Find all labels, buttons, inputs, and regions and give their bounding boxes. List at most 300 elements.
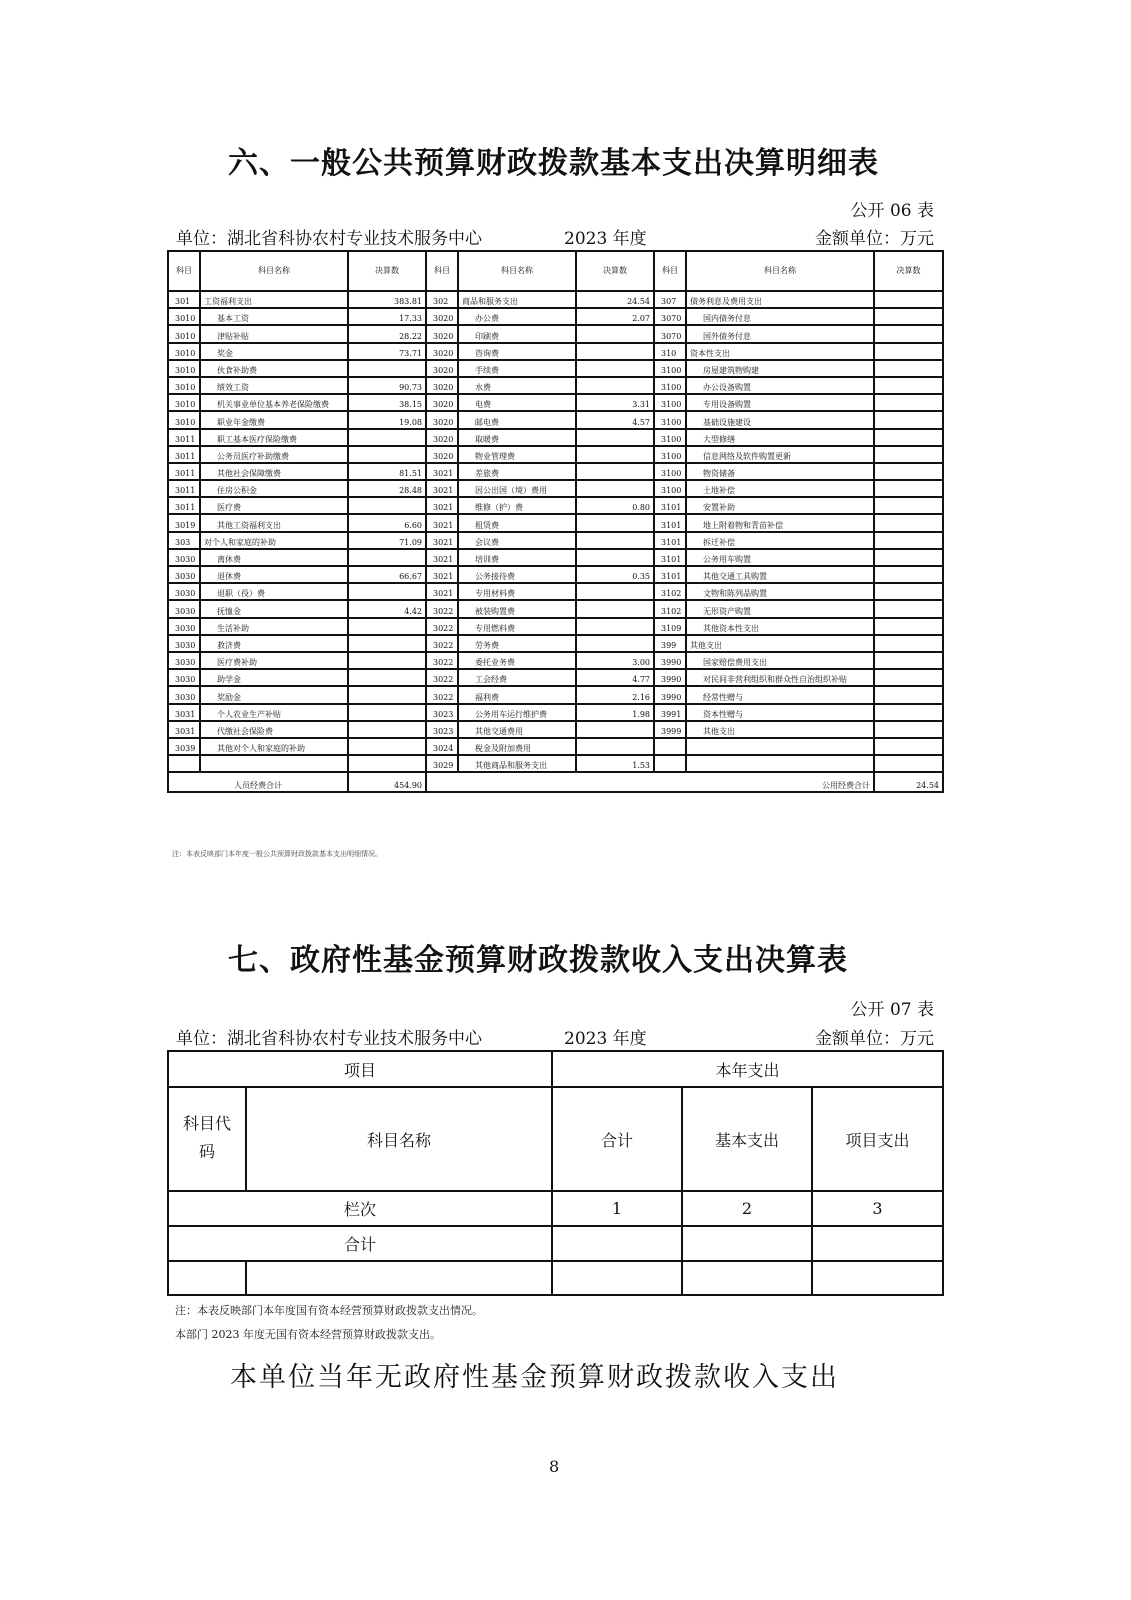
subject-code: 3010 (168, 411, 200, 428)
table-row (168, 652, 943, 669)
section7-unit: 单位：湖北省科协农村专业技术服务中心 (176, 1029, 482, 1049)
final-amount (348, 635, 426, 652)
subject-name: 其他支出 (686, 635, 874, 652)
no-fund-statement: 本单位当年无政府性基金预算财政拨款收入支出 (230, 1362, 839, 1393)
final-amount (874, 497, 943, 514)
final-amount (874, 549, 943, 566)
final-amount (576, 325, 654, 342)
subject-name: 委托业务费 (458, 652, 576, 669)
final-amount: 3.00 (576, 652, 654, 669)
subject-name: 专用设备购置 (686, 394, 874, 411)
subject-code: 3011 (168, 446, 200, 463)
subject-code: 303 (168, 532, 200, 549)
subject-name: 物资储备 (686, 463, 874, 480)
final-amount: 2.16 (576, 686, 654, 703)
basic-expenditure-table (167, 250, 944, 793)
final-amount: 71.09 (348, 532, 426, 549)
table-row (168, 394, 943, 411)
subject-name: 公务员医疗补助缴费 (200, 446, 348, 463)
final-amount: 90.73 (348, 377, 426, 394)
subject-code: 3022 (426, 635, 458, 652)
subject-code: 3030 (168, 549, 200, 566)
final-amount (576, 514, 654, 531)
subject-code: 3022 (426, 652, 458, 669)
subject-name: 其他交通工具购置 (686, 566, 874, 583)
subject-name: 退休费 (200, 566, 348, 583)
header-project: 项目支出 (812, 1087, 943, 1191)
final-amount (576, 446, 654, 463)
subject-name: 房屋建筑物购建 (686, 360, 874, 377)
final-amount: 81.51 (348, 463, 426, 480)
final-amount (576, 343, 654, 360)
final-amount: 38.15 (348, 394, 426, 411)
subject-name: 商品和服务支出 (458, 291, 576, 308)
table-row (168, 446, 943, 463)
subject-code: 3021 (426, 532, 458, 549)
page-number: 8 (549, 1457, 560, 1476)
subject-code: 310 (654, 343, 686, 360)
empty-cell (168, 1261, 246, 1295)
subject-code: 3101 (654, 549, 686, 566)
subject-code: 3020 (426, 325, 458, 342)
subject-name: 其他工资福利支出 (200, 514, 348, 531)
final-amount (874, 394, 943, 411)
header-item: 项目 (168, 1051, 552, 1087)
column-1: 1 (552, 1191, 682, 1226)
final-amount (874, 291, 943, 308)
section6-title: 六、一般公共预算财政拨款基本支出决算明细表 (228, 146, 879, 181)
empty-cell (552, 1261, 682, 1295)
subject-name: 其他商品和服务支出 (458, 755, 576, 772)
subject-code: 3021 (426, 463, 458, 480)
final-amount (874, 532, 943, 549)
subject-code: 3990 (654, 652, 686, 669)
subject-name: 国家赔偿费用支出 (686, 652, 874, 669)
subject-code: 3023 (426, 721, 458, 738)
section7-note-1: 注：本表反映部门本年度国有资本经营预算财政拨款支出情况。 (175, 1304, 483, 1317)
subject-code: 3039 (168, 738, 200, 755)
table-row (168, 377, 943, 394)
final-amount (874, 308, 943, 325)
header-basic: 基本支出 (682, 1087, 812, 1191)
empty-row (168, 1261, 943, 1295)
subject-code: 3020 (426, 377, 458, 394)
subject-code: 3021 (426, 549, 458, 566)
section6-note: 注：本表反映部门本年度一般公共预算财政拨款基本支出明细情况。 (172, 850, 382, 858)
final-amount (348, 497, 426, 514)
subject-code: 3101 (654, 497, 686, 514)
final-amount (576, 738, 654, 755)
subject-name: 专用燃料费 (458, 618, 576, 635)
subject-name: 其他对个人和家庭的补助 (200, 738, 348, 755)
empty-cell (682, 1261, 812, 1295)
final-amount (576, 721, 654, 738)
header-subject-name: 科目名称 (246, 1087, 552, 1191)
final-amount: 4.57 (576, 411, 654, 428)
final-amount (874, 600, 943, 617)
final-amount: 4.77 (576, 669, 654, 686)
subject-name: 因公出国（境）费用 (458, 480, 576, 497)
table-row (168, 738, 943, 755)
table-row (168, 291, 943, 308)
subject-name: 机关事业单位基本养老保险缴费 (200, 394, 348, 411)
subject-name: 专用材料费 (458, 583, 576, 600)
final-amount (576, 635, 654, 652)
final-amount (348, 360, 426, 377)
public-total-label: 公用经费合计 (426, 772, 874, 792)
table-row (168, 411, 943, 428)
section6-table-no: 公开 06 表 (850, 201, 934, 221)
subject-name: 个人农业生产补贴 (200, 704, 348, 721)
final-amount: 1.98 (576, 704, 654, 721)
subject-name: 信息网络及软件购置更新 (686, 446, 874, 463)
subject-code: 3021 (426, 566, 458, 583)
subject-name: 资本性支出 (686, 343, 874, 360)
subject-name: 物业管理费 (458, 446, 576, 463)
subject-name: 医疗费补助 (200, 652, 348, 669)
final-amount (576, 480, 654, 497)
final-amount: 383.81 (348, 291, 426, 308)
table-row (168, 463, 943, 480)
section7-currency: 金额单位：万元 (815, 1029, 934, 1049)
subject-name: 住房公积金 (200, 480, 348, 497)
table-header-row (168, 251, 943, 291)
subject-code: 3010 (168, 360, 200, 377)
subject-code: 3030 (168, 583, 200, 600)
final-amount (874, 652, 943, 669)
subject-name: 生活补助 (200, 618, 348, 635)
subject-code: 3102 (654, 600, 686, 617)
subject-code: 3010 (168, 394, 200, 411)
final-amount (874, 514, 943, 531)
final-amount (576, 360, 654, 377)
column-number-row (168, 1191, 943, 1226)
subject-code: 3990 (654, 686, 686, 703)
final-amount (348, 755, 426, 772)
subject-code: 3011 (168, 429, 200, 446)
subject-code: 3020 (426, 446, 458, 463)
table-row (168, 583, 943, 600)
subject-name: 办公设备购置 (686, 377, 874, 394)
column-3: 3 (812, 1191, 943, 1226)
subject-code: 3102 (654, 583, 686, 600)
subject-name: 维修（护）费 (458, 497, 576, 514)
final-amount (348, 429, 426, 446)
subject-name: 国外债务付息 (686, 325, 874, 342)
subject-code: 3030 (168, 566, 200, 583)
subject-code: 302 (426, 291, 458, 308)
header-total: 合计 (552, 1087, 682, 1191)
final-amount: 2.07 (576, 308, 654, 325)
section7-title: 七、政府性基金预算财政拨款收入支出决算表 (228, 943, 848, 978)
subject-name: 地上附着物和青苗补偿 (686, 514, 874, 531)
subject-code (168, 755, 200, 772)
subject-code: 3021 (426, 480, 458, 497)
subject-code: 307 (654, 291, 686, 308)
subject-name: 印刷费 (458, 325, 576, 342)
table-row (168, 686, 943, 703)
empty-cell (246, 1261, 552, 1295)
final-amount: 66.67 (348, 566, 426, 583)
subject-code: 3101 (654, 566, 686, 583)
column-2: 2 (682, 1191, 812, 1226)
final-amount: 24.54 (576, 291, 654, 308)
subject-code: 3010 (168, 377, 200, 394)
personnel-total-label: 人员经费合计 (168, 772, 348, 792)
subject-code: 3011 (168, 497, 200, 514)
subject-name: 离休费 (200, 549, 348, 566)
section7-year: 2023 年度 (564, 1029, 647, 1049)
subject-code: 3991 (654, 704, 686, 721)
final-amount (874, 566, 943, 583)
final-amount: 19.08 (348, 411, 426, 428)
table-row (168, 343, 943, 360)
subject-name: 租赁费 (458, 514, 576, 531)
subject-name (686, 738, 874, 755)
subject-code: 3020 (426, 411, 458, 428)
subject-code: 3100 (654, 360, 686, 377)
final-amount: 6.60 (348, 514, 426, 531)
subject-code: 3030 (168, 618, 200, 635)
header-subject-code: 科目代 码 (168, 1087, 246, 1191)
subject-name: 差旅费 (458, 463, 576, 480)
subject-code: 3070 (654, 308, 686, 325)
subject-code: 3023 (426, 704, 458, 721)
empty-cell (812, 1261, 943, 1295)
final-amount (874, 463, 943, 480)
final-amount (348, 652, 426, 669)
subject-name: 办公费 (458, 308, 576, 325)
subject-code: 3011 (168, 463, 200, 480)
final-amount (874, 343, 943, 360)
public-total-value: 24.54 (874, 772, 943, 792)
subject-name: 土地补偿 (686, 480, 874, 497)
final-amount (874, 325, 943, 342)
table-row (168, 532, 943, 549)
table-row (168, 755, 943, 772)
subject-name: 其他交通费用 (458, 721, 576, 738)
subject-code: 3030 (168, 686, 200, 703)
table-row (168, 566, 943, 583)
subject-name: 公务用车运行维护费 (458, 704, 576, 721)
subject-code: 3022 (426, 618, 458, 635)
subject-code: 3999 (654, 721, 686, 738)
header-amount: 决算数 (576, 251, 654, 291)
subject-name: 国内债务付息 (686, 308, 874, 325)
subject-code: 3109 (654, 618, 686, 635)
subject-code: 3029 (426, 755, 458, 772)
final-amount (576, 463, 654, 480)
subject-name: 文物和陈列品购置 (686, 583, 874, 600)
subject-code (654, 738, 686, 755)
subject-code: 3019 (168, 514, 200, 531)
subject-code: 3022 (426, 600, 458, 617)
final-amount (874, 446, 943, 463)
subject-name (200, 755, 348, 772)
subject-name: 退职（役）费 (200, 583, 348, 600)
totals-row (168, 772, 943, 792)
subject-code: 3100 (654, 463, 686, 480)
subject-name: 邮电费 (458, 411, 576, 428)
subject-code: 3020 (426, 429, 458, 446)
final-amount (348, 618, 426, 635)
subject-name: 基本工资 (200, 308, 348, 325)
final-amount (874, 360, 943, 377)
subject-code: 3990 (654, 669, 686, 686)
final-amount: 73.71 (348, 343, 426, 360)
subject-name: 基础设施建设 (686, 411, 874, 428)
subject-name: 税金及附加费用 (458, 738, 576, 755)
subject-name: 对个人和家庭的补助 (200, 532, 348, 549)
subject-name: 水费 (458, 377, 576, 394)
column-number-label: 栏次 (168, 1191, 552, 1226)
subject-name: 劳务费 (458, 635, 576, 652)
subject-name: 会议费 (458, 532, 576, 549)
final-amount (576, 600, 654, 617)
subject-name: 资本性赠与 (686, 704, 874, 721)
subject-code: 301 (168, 291, 200, 308)
subject-code: 3020 (426, 394, 458, 411)
subject-name: 奖励金 (200, 686, 348, 703)
subject-name: 救济费 (200, 635, 348, 652)
final-amount: 3.31 (576, 394, 654, 411)
subject-code: 3100 (654, 429, 686, 446)
subject-code: 3022 (426, 669, 458, 686)
table-row (168, 669, 943, 686)
section6-unit: 单位：湖北省科协农村专业技术服务中心 (176, 229, 482, 249)
subject-name: 经常性赠与 (686, 686, 874, 703)
header-code: 科目 (654, 251, 686, 291)
final-amount (874, 704, 943, 721)
subject-code: 3010 (168, 308, 200, 325)
subject-name: 公务用车购置 (686, 549, 874, 566)
subject-name: 咨询费 (458, 343, 576, 360)
final-amount (576, 549, 654, 566)
final-amount: 28.22 (348, 325, 426, 342)
sum-total (552, 1226, 682, 1261)
final-amount (874, 721, 943, 738)
subject-name: 职工基本医疗保险缴费 (200, 429, 348, 446)
sum-row-label: 合计 (168, 1226, 552, 1261)
subject-name: 取暖费 (458, 429, 576, 446)
subject-name: 公务接待费 (458, 566, 576, 583)
section6-year: 2023 年度 (564, 229, 647, 249)
subject-code: 3021 (426, 514, 458, 531)
final-amount (874, 669, 943, 686)
subject-name: 工会经费 (458, 669, 576, 686)
header-name: 科目名称 (458, 251, 576, 291)
subject-name: 其他资本性支出 (686, 618, 874, 635)
subject-name: 其他社会保障缴费 (200, 463, 348, 480)
subject-name: 对民间非营利组织和群众性自治组织补贴 (686, 669, 874, 686)
final-amount (348, 669, 426, 686)
subject-name: 代缴社会保险费 (200, 721, 348, 738)
header-amount: 决算数 (348, 251, 426, 291)
final-amount (348, 704, 426, 721)
final-amount (874, 635, 943, 652)
subject-name: 工资福利支出 (200, 291, 348, 308)
subject-code: 3010 (168, 343, 200, 360)
subject-name (686, 755, 874, 772)
personnel-total-value: 454.90 (348, 772, 426, 792)
final-amount (348, 738, 426, 755)
final-amount (874, 429, 943, 446)
table-row (168, 360, 943, 377)
final-amount (348, 721, 426, 738)
table-row (168, 497, 943, 514)
final-amount: 17.33 (348, 308, 426, 325)
subject-name: 手续费 (458, 360, 576, 377)
section7-note-2: 本部门 2023 年度无国有资本经营预算财政拨款支出。 (175, 1328, 441, 1341)
final-amount (576, 429, 654, 446)
subject-name: 奖金 (200, 343, 348, 360)
final-amount (576, 377, 654, 394)
final-amount (874, 686, 943, 703)
subject-code: 3021 (426, 583, 458, 600)
subject-code: 399 (654, 635, 686, 652)
sum-basic (682, 1226, 812, 1261)
final-amount (874, 738, 943, 755)
final-amount: 0.35 (576, 566, 654, 583)
subject-name: 伙食补助费 (200, 360, 348, 377)
subject-name: 培训费 (458, 549, 576, 566)
subject-name: 债务利息及费用支出 (686, 291, 874, 308)
table-row (168, 704, 943, 721)
subject-code: 3101 (654, 514, 686, 531)
table-header-row (168, 1051, 943, 1087)
subject-name: 绩效工资 (200, 377, 348, 394)
subject-name: 无形资产购置 (686, 600, 874, 617)
table-row (168, 514, 943, 531)
final-amount (874, 411, 943, 428)
subject-code: 3101 (654, 532, 686, 549)
subject-name: 助学金 (200, 669, 348, 686)
table-row (168, 549, 943, 566)
sum-project (812, 1226, 943, 1261)
final-amount (874, 755, 943, 772)
sum-row (168, 1226, 943, 1261)
table-subheader-row (168, 1087, 943, 1191)
subject-code: 3070 (654, 325, 686, 342)
subject-code: 3031 (168, 721, 200, 738)
section7-table-no: 公开 07 表 (850, 1000, 934, 1020)
subject-code (654, 755, 686, 772)
subject-code: 3100 (654, 377, 686, 394)
subject-name: 被装购置费 (458, 600, 576, 617)
subject-name: 其他支出 (686, 721, 874, 738)
final-amount: 0.80 (576, 497, 654, 514)
subject-name: 大型修缮 (686, 429, 874, 446)
final-amount (874, 618, 943, 635)
table-row (168, 480, 943, 497)
final-amount (348, 583, 426, 600)
header-code: 科目 (168, 251, 200, 291)
subject-code: 3100 (654, 480, 686, 497)
section6-currency: 金额单位：万元 (815, 229, 934, 249)
final-amount (348, 686, 426, 703)
subject-code: 3031 (168, 704, 200, 721)
final-amount (576, 583, 654, 600)
subject-name: 津贴补贴 (200, 325, 348, 342)
subject-code: 3020 (426, 308, 458, 325)
subject-code: 3022 (426, 686, 458, 703)
final-amount (874, 480, 943, 497)
subject-code: 3100 (654, 411, 686, 428)
subject-code: 3024 (426, 738, 458, 755)
table-row (168, 308, 943, 325)
subject-code: 3021 (426, 497, 458, 514)
subject-name: 福利费 (458, 686, 576, 703)
